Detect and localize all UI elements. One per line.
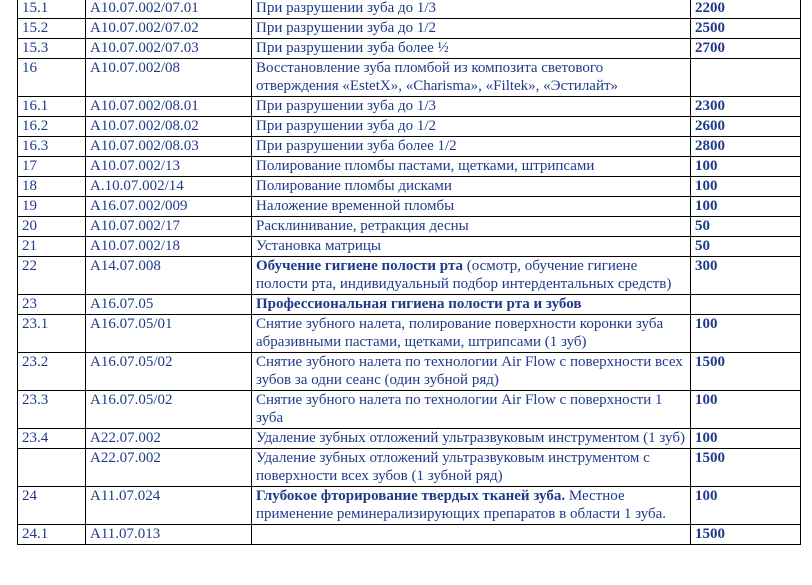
service-name-text: При разрушении зуба до 1/2 [256,118,437,134]
table-row [18,353,801,391]
service-name [252,449,691,487]
service-name [252,177,691,197]
service-code: A10.07.002/07.03 [86,39,252,59]
service-name [252,157,691,177]
service-name-text: При разрушении зуба до 1/3 [256,0,437,16]
service-name [252,353,691,391]
item-number: 16.3 [18,137,86,157]
service-name [252,295,691,315]
service-name-text: (осмотр, обучение гигиене полости рта, индивидуальный подбор интердентальных средств) [256,258,672,292]
service-price: 2200 [691,0,801,19]
service-name [252,97,691,117]
service-name-text: Снятие зубного налета по технологии Air Flow с поверхности всех зубов за одни сеанс (один зубной ряд) [256,354,683,388]
service-price: 100 [691,429,801,449]
service-code: A22.07.002 [86,429,252,449]
service-code: A22.07.002 [86,449,252,487]
table-row [18,39,801,59]
service-name [252,429,691,449]
service-name-bold: Обучение гигиене полости рта [256,258,463,274]
service-name-text: Удаление зубных отложений ультразвуковым инструментом (1 зуб) [256,430,685,446]
table-row [18,429,801,449]
table-row [18,0,801,19]
service-price: 100 [691,315,801,353]
service-price: 100 [691,487,801,525]
service-name [252,59,691,97]
table-row [18,97,801,117]
service-name [252,525,691,545]
service-price: 2700 [691,39,801,59]
service-name-text: Удаление зубных отложений ультразвуковым инструментом с поверхности всех зубов (1 зубной ряд) [256,450,650,484]
item-number: 16.2 [18,117,86,137]
service-code: A10.07.002/07.02 [86,19,252,39]
service-price: 2600 [691,117,801,137]
service-name [252,391,691,429]
item-number: 18 [18,177,86,197]
table-row [18,295,801,315]
service-name-text: Снятие зубного налета по технологии Air Flow с поверхности 1 зуба [256,392,663,426]
service-name-text: При разрушении зуба более 1/2 [256,138,457,154]
item-number: 16.1 [18,97,86,117]
service-name [252,117,691,137]
table-row [18,177,801,197]
service-code: A16.07.05/02 [86,391,252,429]
service-price: 100 [691,157,801,177]
item-number: 15.2 [18,19,86,39]
service-code: A10.07.002/18 [86,237,252,257]
service-price: 300 [691,257,801,295]
table-row [18,257,801,295]
service-price: 50 [691,217,801,237]
service-name [252,197,691,217]
service-code: A10.07.002/13 [86,157,252,177]
table-row [18,237,801,257]
table-row [18,449,801,487]
table-row [18,59,801,97]
item-number: 16 [18,59,86,97]
service-name-text: При разрушении зуба до 1/3 [256,98,437,114]
item-number: 19 [18,197,86,217]
service-code: A16.07.002/009 [86,197,252,217]
item-number: 23.3 [18,391,86,429]
service-name-bold: Глубокое фторирование твердых тканей зуба. [256,488,566,504]
table-row [18,19,801,39]
item-number: 23.1 [18,315,86,353]
service-price: 100 [691,391,801,429]
service-name-text: При разрушении зуба до 1/2 [256,20,437,36]
service-name [252,19,691,39]
service-code: A10.07.002/17 [86,217,252,237]
item-number [18,449,86,487]
table-row [18,217,801,237]
service-name [252,137,691,157]
service-code: A11.07.013 [86,525,252,545]
item-number: 24 [18,487,86,525]
item-number: 21 [18,237,86,257]
service-code: A10.07.002/08.01 [86,97,252,117]
service-code: A.10.07.002/14 [86,177,252,197]
service-name [252,315,691,353]
price-table [17,0,801,545]
service-price: 2500 [691,19,801,39]
item-number: 22 [18,257,86,295]
service-name [252,0,691,19]
service-name-text: Полирование пломбы дисками [256,178,452,194]
service-price: 1500 [691,353,801,391]
item-number: 20 [18,217,86,237]
service-name-text: Снятие зубного налета, полирование поверхности коронки зуба абразивными пастами, щетками, штрипсами (1 зуб) [256,316,664,350]
price-table-body [18,0,801,545]
service-code: A10.07.002/08.03 [86,137,252,157]
item-number: 15.3 [18,39,86,59]
table-row [18,487,801,525]
service-price: 100 [691,197,801,217]
service-code: A16.07.05/02 [86,353,252,391]
service-name-text: Установка матрицы [256,238,381,254]
service-name-text: Восстановление зуба пломбой из композита светового отверждения «EstetX», «Charisma», «Filtek», «Эстилайт» [256,60,619,94]
table-row [18,197,801,217]
service-price: 50 [691,237,801,257]
item-number: 24.1 [18,525,86,545]
service-code: A10.07.002/07.01 [86,0,252,19]
service-code: A14.07.008 [86,257,252,295]
service-name [252,257,691,295]
table-row [18,315,801,353]
service-price: 100 [691,177,801,197]
table-row [18,117,801,137]
service-name-text: При разрушении зуба более ½ [256,40,449,56]
service-name-text: Полирование пломбы пастами, щетками, штрипсами [256,158,595,174]
item-number: 23 [18,295,86,315]
service-name-text: Местное применение реминерализирующих препаратов в области 1 зуба. [256,488,667,522]
service-name-bold: Профессиональная гигиена полости рта и зубов [256,296,582,312]
service-code: A10.07.002/08 [86,59,252,97]
table-row [18,157,801,177]
service-price: 2800 [691,137,801,157]
item-number: 23.2 [18,353,86,391]
service-name [252,39,691,59]
service-code: A16.07.05 [86,295,252,315]
table-row [18,525,801,545]
table-row [18,137,801,157]
item-number: 17 [18,157,86,177]
service-name-text: Наложение временной пломбы [256,198,455,214]
service-name [252,237,691,257]
item-number: 23.4 [18,429,86,449]
service-price [691,295,801,315]
service-name [252,217,691,237]
service-price: 1500 [691,525,801,545]
service-name-text: Расклинивание, ретракция десны [256,218,469,234]
service-price: 1500 [691,449,801,487]
item-number: 15.1 [18,0,86,19]
table-row [18,391,801,429]
service-name [252,487,691,525]
service-code: A16.07.05/01 [86,315,252,353]
service-code: A11.07.024 [86,487,252,525]
service-price: 2300 [691,97,801,117]
service-code: A10.07.002/08.02 [86,117,252,137]
service-price [691,59,801,97]
